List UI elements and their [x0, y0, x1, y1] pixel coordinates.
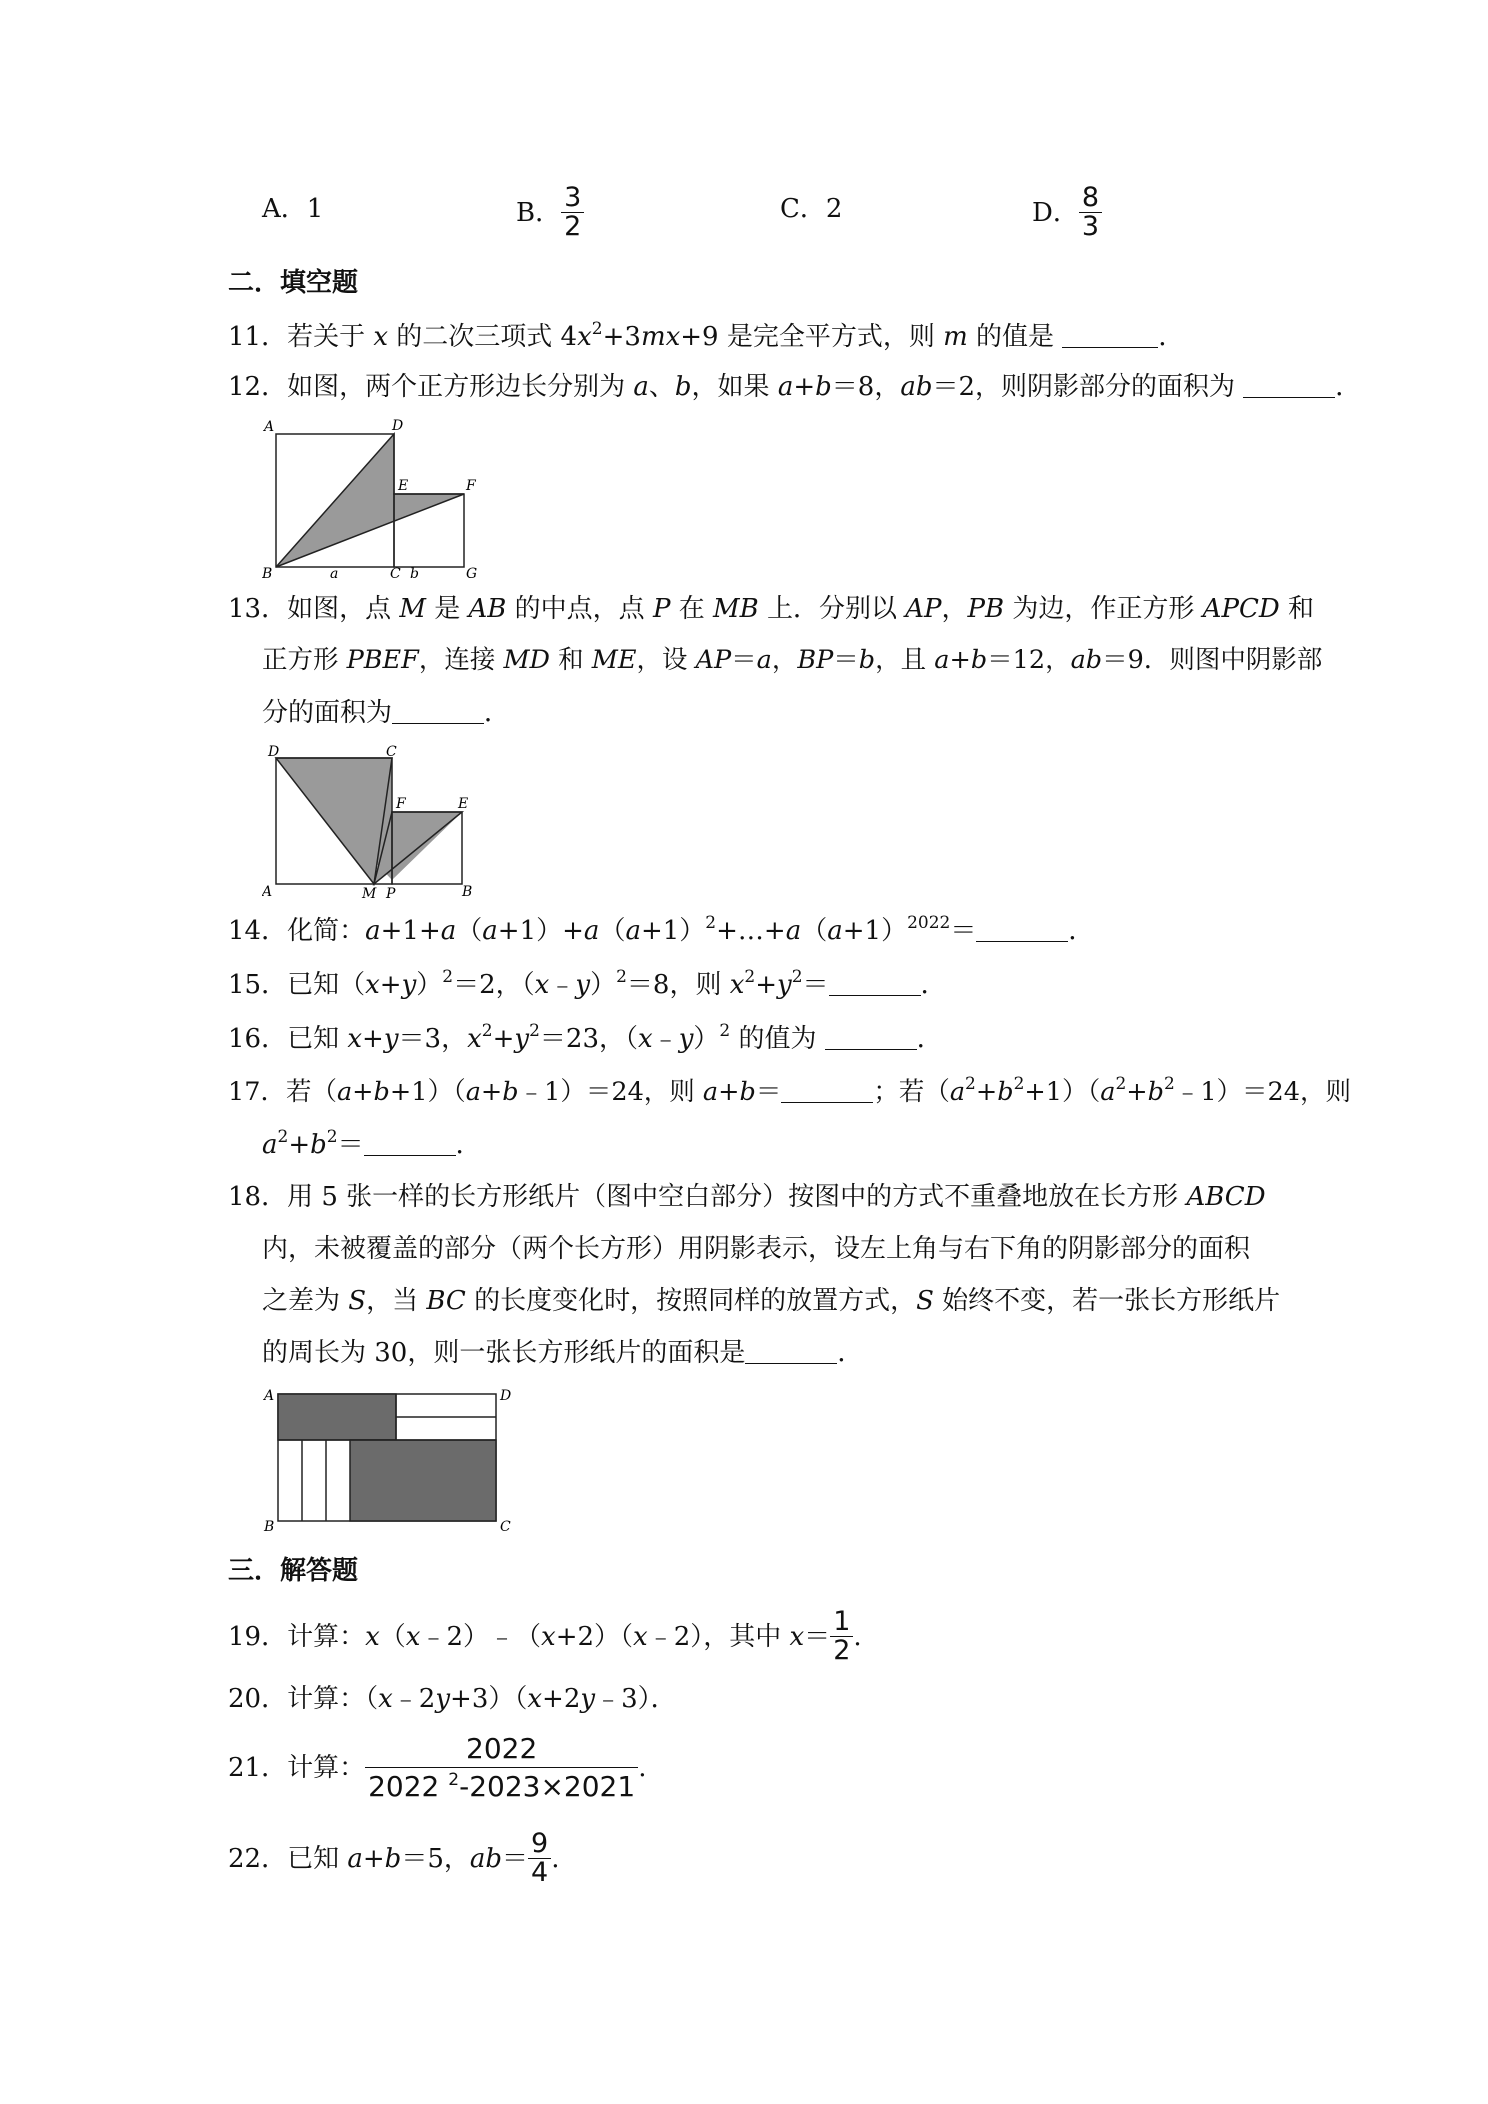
fraction-numerator: 2022	[365, 1734, 638, 1768]
question-14	[228, 913, 1095, 946]
text: 的长度变化时，按照同样的放置方式，	[465, 1286, 917, 1316]
exponent: 2	[481, 1021, 493, 1041]
question-number: 16．	[228, 1024, 288, 1054]
text: ﹣	[652, 1024, 679, 1054]
shaded-region-left	[276, 758, 392, 884]
var: y	[401, 970, 417, 1000]
question-16	[228, 1021, 943, 1054]
var: AB	[468, 594, 507, 624]
var: y	[514, 1024, 530, 1054]
answer-blank[interactable]	[1062, 327, 1158, 348]
label-e-point: E	[398, 478, 409, 494]
option-a-label: A．	[262, 194, 307, 224]
question-11	[228, 319, 1185, 352]
var: a	[633, 372, 649, 402]
exponent: 2	[326, 1127, 338, 1147]
question-18	[228, 1184, 1266, 1210]
var: m	[943, 322, 968, 352]
text: +	[288, 1130, 311, 1160]
var: x	[378, 1684, 393, 1714]
text: ＝2，则阴影部分的面积为	[932, 372, 1244, 402]
text: ＝	[833, 645, 859, 675]
question-number: 11．	[228, 322, 288, 352]
var: a	[625, 916, 641, 946]
question-number: 20．	[228, 1684, 288, 1714]
var: x	[729, 970, 745, 1000]
var: a	[482, 916, 498, 946]
var: b	[384, 1843, 402, 1874]
text: ﹣3）．	[595, 1684, 677, 1714]
text: +	[480, 1077, 503, 1107]
question-number: 18．	[228, 1182, 288, 1212]
question-22	[228, 1830, 560, 1888]
option-d-fraction	[1079, 184, 1102, 242]
text: ；若（	[873, 1077, 950, 1107]
option-c-value: 2	[825, 194, 843, 224]
answer-blank[interactable]	[976, 921, 1068, 942]
text: （	[456, 916, 483, 946]
question-19	[228, 1608, 862, 1666]
fraction-expression	[365, 1734, 638, 1802]
text: 、	[648, 372, 675, 402]
answer-blank[interactable]	[781, 1082, 873, 1103]
text: ．	[484, 698, 511, 728]
text: +	[949, 645, 971, 675]
label-b-point: B	[262, 566, 273, 578]
shaded-region	[276, 434, 464, 567]
question-number: 14．	[228, 916, 288, 946]
label-d-point: D	[500, 1388, 512, 1404]
text: ﹣2）﹣（	[420, 1621, 542, 1652]
var: x	[638, 1024, 653, 1054]
text: 的周长为 30，则一张长方形纸片的面积是	[262, 1338, 746, 1368]
var: x	[365, 1621, 380, 1652]
question-number: 22．	[228, 1843, 288, 1874]
var: a	[465, 1077, 481, 1107]
exponent: 2	[791, 967, 803, 987]
var: x	[541, 1621, 556, 1652]
label-d-point: D	[268, 744, 280, 760]
question-17-line-2	[262, 1127, 482, 1160]
exponent: 2	[529, 1021, 540, 1041]
var: x	[405, 1621, 421, 1652]
text: ﹣2），其中	[647, 1621, 790, 1652]
exponent: 2	[277, 1127, 289, 1147]
var: x	[527, 1684, 543, 1714]
text: .	[853, 1621, 862, 1652]
text: ＝2，（	[453, 970, 535, 1000]
text: ＝	[950, 916, 977, 946]
question-13-line-3	[262, 700, 510, 726]
var: a	[347, 1843, 363, 1874]
text: +2）（	[555, 1621, 634, 1652]
text: .	[551, 1843, 560, 1874]
var: y	[777, 970, 792, 1000]
text: +	[755, 970, 778, 1000]
text: 已知	[287, 1843, 348, 1874]
section-fill-in-title: 二．填空题	[228, 268, 359, 298]
text: 和	[550, 645, 592, 675]
var: x	[365, 970, 380, 1000]
question-17	[228, 1074, 1351, 1107]
question-number: 19．	[228, 1621, 288, 1652]
var: b	[997, 1077, 1014, 1107]
answer-blank[interactable]	[1243, 377, 1335, 398]
var: b	[858, 645, 876, 675]
text: ，	[771, 645, 798, 675]
text: ＝	[804, 1621, 831, 1652]
label-g-point: G	[466, 566, 478, 578]
text: ﹣1）＝24，则	[518, 1077, 703, 1107]
var: a	[583, 916, 600, 946]
exponent: 2022	[907, 913, 951, 933]
text: 用 5 张一样的长方形纸片（图中空白部分）按图中的方式不重叠地放在长方形	[287, 1182, 1187, 1212]
label-b-point: B	[462, 884, 473, 900]
text: +1）（	[1024, 1077, 1101, 1107]
var: mx	[640, 322, 681, 352]
question-number: 12．	[228, 372, 288, 402]
exponent: 2	[448, 1770, 460, 1791]
var: a	[827, 916, 843, 946]
var: x	[347, 1024, 363, 1054]
text: ，设	[636, 645, 696, 675]
question-18-line-4	[262, 1340, 863, 1366]
var: BC	[426, 1286, 466, 1316]
question-18-line-3	[262, 1288, 1280, 1314]
var: ab	[469, 1843, 503, 1874]
text: ＝	[755, 1077, 782, 1107]
text: 已知	[287, 1024, 348, 1054]
text: 分的面积为	[262, 698, 393, 728]
text: 如图，点	[287, 594, 400, 624]
text: +2	[542, 1684, 581, 1714]
text: +	[793, 372, 816, 402]
text: 若关于	[287, 322, 374, 352]
text: 计算：（	[287, 1684, 379, 1714]
label-c-point: C	[500, 1519, 511, 1532]
text: ．	[455, 1130, 482, 1160]
text: +	[362, 1024, 384, 1054]
var: x	[577, 322, 592, 352]
text: ＝	[802, 970, 829, 1000]
var: a	[785, 916, 802, 946]
text: 如图，两个正方形边长分别为	[287, 372, 634, 402]
var: x	[373, 322, 389, 352]
answer-blank[interactable]	[364, 1135, 456, 1156]
label-d-point: D	[392, 418, 404, 434]
figure-q18-svg	[262, 1382, 512, 1532]
var: a	[365, 916, 381, 946]
exponent: 2	[965, 1074, 976, 1094]
text: 始终不变，若一张长方形纸片	[933, 1286, 1281, 1316]
exponent: 2	[705, 913, 717, 933]
text: +1）（	[389, 1077, 466, 1107]
var: y	[435, 1684, 451, 1714]
text: ＝	[731, 645, 757, 675]
answer-blank[interactable]	[392, 703, 484, 724]
text: 内，未被覆盖的部分（两个长方形）用阴影表示，设左上角与右下角的阴影部分的面积	[262, 1234, 1251, 1264]
option-d-numerator: 8	[1079, 184, 1102, 213]
var: PBEF	[346, 645, 419, 675]
var: b	[815, 372, 832, 402]
question-21	[228, 1734, 646, 1802]
var: PB	[967, 594, 1005, 624]
question-number: 17．	[228, 1077, 286, 1107]
text: ﹣2	[392, 1684, 436, 1714]
question-13	[228, 596, 1314, 622]
var: M	[399, 594, 426, 624]
text: 为边，作正方形	[1004, 594, 1203, 624]
question-number: 15．	[228, 970, 288, 1000]
text: -2023×2021	[459, 1770, 636, 1804]
var: x	[534, 970, 550, 1000]
var: a	[702, 1077, 719, 1107]
text: ．	[916, 1024, 943, 1054]
option-d-label: D．	[1032, 197, 1079, 228]
text: ．	[1158, 322, 1185, 352]
text: （	[379, 1621, 406, 1652]
fraction-denominator: 2	[833, 1635, 851, 1667]
text: +1）	[640, 916, 706, 946]
text: +	[362, 1843, 385, 1874]
figure-q13	[262, 742, 482, 909]
var: b	[502, 1077, 519, 1107]
text: 若（	[285, 1077, 337, 1107]
shaded-top-left	[278, 1394, 396, 1440]
text: 计算：	[287, 1621, 366, 1652]
text: ＝23，（	[539, 1024, 638, 1054]
var: ab	[900, 372, 933, 402]
var: ABCD	[1186, 1182, 1266, 1212]
text: 的值为	[730, 1024, 825, 1054]
var: a	[949, 1077, 966, 1107]
question-20	[228, 1686, 677, 1712]
var: S	[348, 1286, 367, 1316]
text: ．	[837, 1338, 864, 1368]
text: 正方形	[262, 645, 347, 675]
exponent: 2	[719, 1021, 731, 1041]
figure-q12-svg	[262, 412, 492, 578]
var: b	[310, 1130, 327, 1160]
label-side-b: b	[410, 566, 419, 578]
text: +1+	[380, 916, 441, 946]
fraction-numerator: 9	[528, 1830, 551, 1859]
var: P	[652, 594, 671, 624]
shaded-bottom-right	[350, 1440, 496, 1521]
answer-blank[interactable]	[829, 975, 921, 996]
text: +	[492, 1024, 515, 1054]
text: ）	[590, 970, 617, 1000]
text: 的值是	[967, 322, 1063, 352]
var: b	[739, 1077, 756, 1107]
var: BP	[797, 645, 834, 675]
exponent: 2	[442, 967, 454, 987]
text: 是	[425, 594, 469, 624]
text: +1）	[842, 916, 908, 946]
label-a-point: A	[264, 419, 275, 435]
question-12	[228, 374, 1361, 400]
answer-blank[interactable]	[825, 1029, 917, 1050]
text: ，且	[875, 645, 935, 675]
text: +	[379, 970, 402, 1000]
text: ＝8，则	[626, 970, 730, 1000]
var: a	[756, 645, 772, 675]
text: （	[801, 916, 828, 946]
text: ＝	[502, 1843, 529, 1874]
var: y	[383, 1024, 399, 1054]
text: ＝	[337, 1130, 364, 1160]
label-c-point: C	[386, 744, 397, 760]
text: ＝5，	[401, 1843, 470, 1874]
answer-blank[interactable]	[745, 1343, 837, 1364]
text: ＝9．则图中阴影部	[1102, 645, 1323, 675]
var: x	[467, 1024, 482, 1054]
option-d	[1032, 184, 1102, 242]
option-b-label: B．	[516, 197, 562, 228]
fraction-nine-fourths	[528, 1830, 551, 1888]
text: ．	[920, 970, 947, 1000]
option-b	[516, 184, 584, 242]
text: 计算：	[287, 1752, 366, 1783]
fraction-one-half	[830, 1608, 853, 1666]
var: a	[336, 1077, 353, 1107]
option-c	[780, 196, 842, 222]
text: ）	[693, 1024, 720, 1054]
text: 的二次三项式 4	[388, 322, 578, 352]
exponent: 2	[1163, 1074, 1175, 1094]
section-solve-title: 三．解答题	[228, 1556, 359, 1586]
var: ab	[1070, 645, 1103, 675]
var: x	[633, 1621, 648, 1652]
label-f-point: F	[396, 796, 406, 812]
text: 在	[670, 594, 713, 624]
fraction-denominator	[365, 1768, 638, 1804]
var: b	[970, 645, 988, 675]
label-m-point: M	[362, 886, 377, 902]
exponent: 2	[591, 319, 603, 339]
text: 和	[1279, 594, 1314, 624]
exponent: 2	[1115, 1074, 1127, 1094]
label-p-point: P	[386, 886, 396, 902]
option-b-numerator: 3	[561, 184, 584, 213]
question-13-line-2	[262, 645, 1323, 675]
text: 上．分别以	[758, 594, 906, 624]
var: y	[575, 970, 591, 1000]
text: +3	[602, 322, 641, 352]
text: +	[975, 1077, 998, 1107]
var: AP	[695, 645, 732, 675]
text: ．	[1335, 372, 1362, 402]
option-d-denominator: 3	[1081, 211, 1100, 243]
text: ＝12，	[987, 645, 1071, 675]
text: ﹣	[549, 970, 576, 1000]
text: ，	[941, 594, 968, 624]
var: b	[674, 372, 692, 402]
figure-q18	[262, 1382, 512, 1539]
text: +	[1126, 1077, 1148, 1107]
text: ）	[416, 970, 443, 1000]
text: +	[352, 1077, 374, 1107]
text: ．	[1068, 916, 1095, 946]
text: ，如果	[691, 372, 778, 402]
text: 之差为	[262, 1286, 349, 1316]
question-15	[228, 967, 947, 1000]
var: ME	[591, 645, 637, 675]
label-e-point: E	[458, 796, 469, 812]
option-b-fraction	[561, 184, 584, 242]
option-a-value: 1	[306, 194, 324, 224]
question-number: 13．	[228, 594, 288, 624]
var: a	[934, 645, 950, 675]
text: +…+	[716, 916, 786, 946]
question-18-line-2	[262, 1236, 1250, 1262]
text: ＝8，	[831, 372, 901, 402]
var: a	[777, 372, 794, 402]
text: 的中点，点	[506, 594, 653, 624]
text: +3）（	[450, 1684, 528, 1714]
var: a	[1100, 1077, 1116, 1107]
label-b-point: B	[264, 1519, 275, 1532]
var: MD	[503, 645, 550, 675]
label-f-point: F	[466, 478, 476, 494]
text: （	[599, 916, 626, 946]
text: +9 是完全平方式，则	[680, 322, 944, 352]
exponent: 2	[1013, 1074, 1025, 1094]
var: S	[916, 1286, 934, 1316]
fraction-numerator: 1	[830, 1608, 853, 1637]
option-a	[262, 196, 323, 222]
text: +	[718, 1077, 740, 1107]
fraction-denominator: 4	[531, 1857, 549, 1889]
var: b	[373, 1077, 390, 1107]
option-b-denominator: 2	[564, 211, 582, 243]
figure-q12	[262, 412, 492, 585]
var: b	[1147, 1077, 1164, 1107]
text: ，连接	[418, 645, 504, 675]
figure-q13-svg	[262, 742, 482, 902]
text: +1）+	[497, 916, 584, 946]
question-number: 21．	[228, 1752, 288, 1783]
var: MB	[712, 594, 759, 624]
label-a-point: A	[264, 1388, 275, 1404]
text: ﹣1）＝24，则	[1174, 1077, 1351, 1107]
option-c-label: C．	[780, 194, 826, 224]
text: .	[638, 1752, 647, 1783]
text: 2022	[368, 1770, 449, 1804]
var: a	[440, 916, 457, 946]
text: 已知（	[287, 970, 366, 1000]
text: 化简：	[287, 916, 366, 946]
var: a	[262, 1130, 278, 1160]
var: y	[580, 1684, 596, 1714]
var: AP	[905, 594, 942, 624]
var: y	[678, 1024, 694, 1054]
text: ，当	[366, 1286, 427, 1316]
exponent: 2	[744, 967, 756, 987]
var: x	[789, 1621, 805, 1652]
label-c-point: C	[390, 566, 401, 578]
label-side-a: a	[330, 566, 339, 578]
var: APCD	[1202, 594, 1280, 624]
text: ＝3，	[398, 1024, 468, 1054]
label-a-point: A	[262, 884, 273, 900]
exponent: 2	[616, 967, 627, 987]
